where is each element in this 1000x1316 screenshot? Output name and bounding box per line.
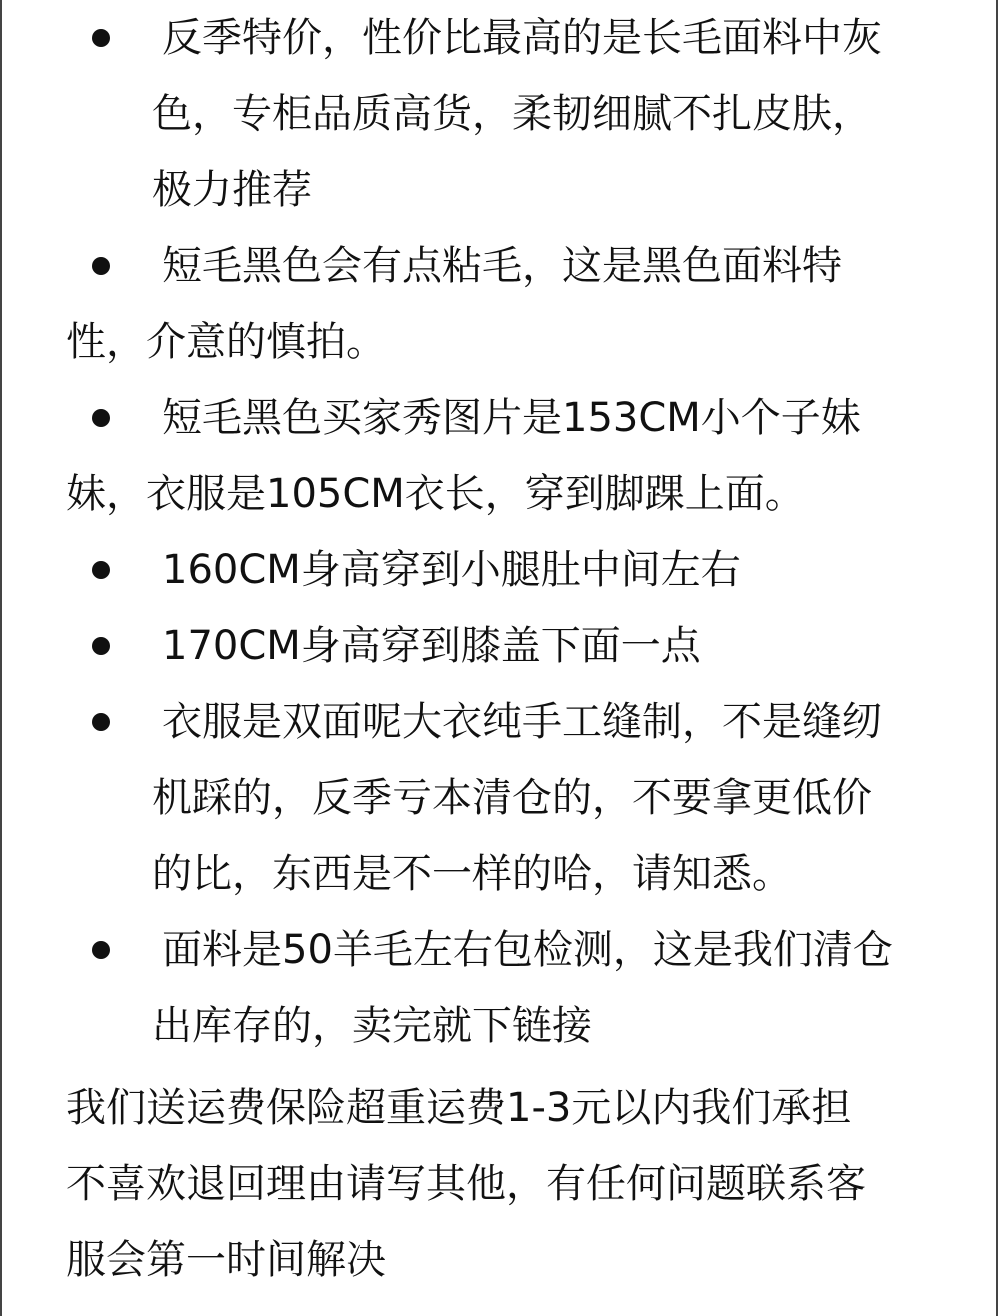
bullet-icon — [92, 257, 110, 275]
list-item-text: 色，专柜品质高货，柔韧细腻不扎皮肤， — [152, 91, 872, 137]
list-item-text: 极力推荐 — [152, 167, 312, 213]
list-item-continuation — [0, 836, 1000, 912]
list-item-continuation — [0, 988, 1000, 1064]
list-item — [0, 608, 1000, 684]
bullet-icon — [92, 637, 110, 655]
list-item-text: 170CM身高穿到膝盖下面一点 — [162, 623, 701, 669]
list-item — [0, 0, 1000, 76]
list-item-text: 妹，衣服是105CM衣长，穿到脚踝上面。 — [66, 471, 805, 517]
list-item-text: 短毛黑色会有点粘毛，这是黑色面料特 — [162, 243, 842, 289]
bullet-icon — [92, 561, 110, 579]
footer-line — [0, 1070, 1000, 1146]
list-item-text: 面料是50羊毛左右包检测，这是我们清仓 — [162, 927, 893, 973]
bullet-icon — [92, 409, 110, 427]
footer-text: 我们送运费保险超重运费1-3元以内我们承担 — [66, 1085, 852, 1131]
list-item-text: 衣服是双面呢大衣纯手工缝制，不是缝纫 — [162, 699, 882, 745]
list-item — [0, 912, 1000, 988]
list-item-text: 机踩的，反季亏本清仓的，不要拿更低价 — [152, 775, 872, 821]
footer-line — [0, 1222, 1000, 1298]
bullet-icon — [92, 941, 110, 959]
bullet-icon — [92, 713, 110, 731]
list-item-text: 反季特价，性价比最高的是长毛面料中灰 — [162, 15, 882, 61]
list-item — [0, 684, 1000, 760]
list-item-continuation — [0, 76, 1000, 152]
list-item-text: 性，介意的慎拍。 — [66, 319, 386, 365]
list-item-text: 的比，东西是不一样的哈，请知悉。 — [152, 851, 792, 897]
footer-text: 服会第一时间解决 — [66, 1237, 386, 1283]
list-item-continuation — [0, 152, 1000, 228]
list-item-continuation — [0, 456, 1000, 532]
list-item-text: 160CM身高穿到小腿肚中间左右 — [162, 547, 741, 593]
list-item-text: 短毛黑色买家秀图片是153CM小个子妹 — [162, 395, 861, 441]
list-item-text: 出库存的，卖完就下链接 — [152, 1003, 592, 1049]
list-item — [0, 380, 1000, 456]
footer-text: 不喜欢退回理由请写其他，有任何问题联系客 — [66, 1161, 866, 1207]
list-item — [0, 228, 1000, 304]
bullet-icon — [92, 29, 110, 47]
footer-line — [0, 1146, 1000, 1222]
list-item-continuation — [0, 760, 1000, 836]
list-item-continuation — [0, 304, 1000, 380]
list-item — [0, 532, 1000, 608]
